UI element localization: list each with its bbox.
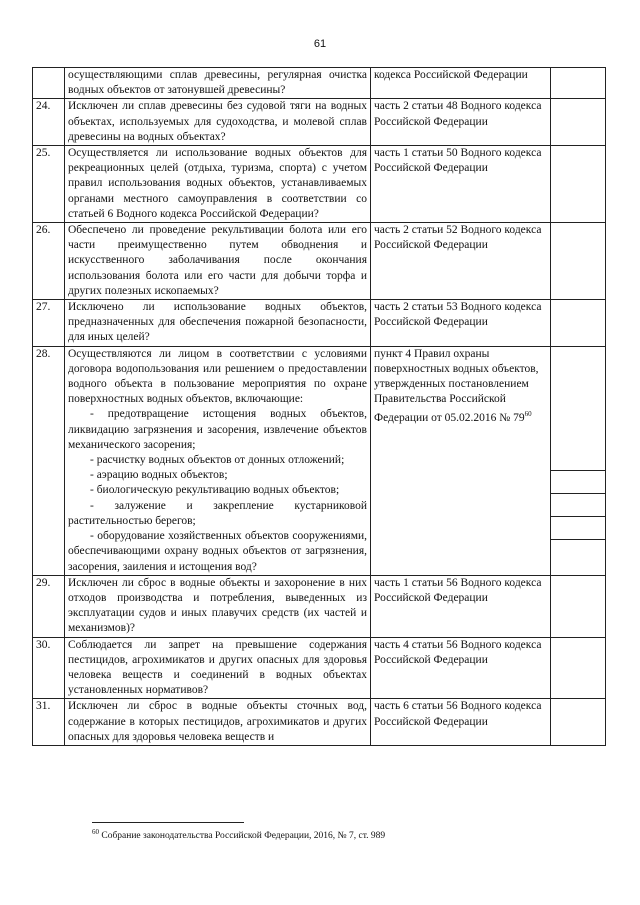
table-row	[33, 575, 606, 637]
legal-basis: кодекса Российской Федерации	[371, 68, 551, 99]
legal-basis: часть 1 статьи 56 Водного кодекса Российской Федерации	[371, 575, 551, 637]
requirement-question: Исключен ли сброс в водные объекты и захоронение в них отходов производства и потребления, выведенных из эксплуатации судов и иных плавучих средств (их частей и механизмов)?	[65, 575, 371, 637]
table-row	[33, 146, 606, 223]
legal-basis: часть 1 статьи 50 Водного кодекса Российской Федерации	[371, 146, 551, 223]
row-number	[33, 68, 65, 99]
row-number: 27.	[33, 300, 65, 347]
requirement-question: Осуществляется ли использование водных объектов для рекреационных целей (отдыха, туризма, спорта) с учетом правил использования водных объектов, устанавливаемых органами местного самоуправления в соответствии со статьей 6 Водного кодекса Российской Федерации?	[65, 146, 371, 223]
requirement-question: Соблюдается ли запрет на превышение содержания пестицидов, агрохимикатов и других опасных для здоровья человека веществ и соединений в водных объектах установленных нормативов?	[65, 637, 371, 699]
footnote-divider	[92, 822, 244, 823]
inspection-checklist-table	[32, 67, 606, 746]
legal-basis: часть 4 статьи 56 Водного кодекса Российской Федерации	[371, 637, 551, 699]
row-number: 28.	[33, 346, 65, 575]
legal-basis: часть 2 статьи 53 Водного кодекса Российской Федерации	[371, 300, 551, 347]
row-number: 25.	[33, 146, 65, 223]
table-row	[33, 223, 606, 300]
footnote	[92, 828, 385, 841]
requirement-question: Осуществляются ли лицом в соответствии с условиями договора водопользования или решением о предоставлении водного объекта в пользование мероприятия по охране поверхностных водных объектов, включающие: - предотвращение истощения водных объектов, ликвидацию загрязнения и засорения, извлечение объектов механического засорения; - расчистку водных объектов от донных отложений; - аэрацию водных объектов; - биологическую рекультивацию водных объектов; - залужение и закрепление кустарниковой растительностью берегов; - оборудование хозяйственных объектов сооружениями, обеспечивающими охрану водных объектов от загрязнения, засорения, заиления и истощения вод?	[65, 346, 371, 575]
row-number: 31.	[33, 699, 65, 746]
legal-basis: часть 6 статьи 56 Водного кодекса Российской Федерации	[371, 699, 551, 746]
table-row	[33, 300, 606, 347]
footnote-mark: 60	[92, 828, 99, 836]
legal-basis: часть 2 статьи 48 Водного кодекса Российской Федерации	[371, 99, 551, 146]
row-number: 24.	[33, 99, 65, 146]
table-row	[33, 699, 606, 746]
row-number: 30.	[33, 637, 65, 699]
legal-basis: пункт 4 Правил охраны поверхностных водных объектов, утвержденных постановлением Правительства Российской Федерации от 05.02.2016 № $79^{60}$	[371, 346, 551, 575]
answer-cell	[551, 223, 606, 300]
answer-cell	[551, 300, 606, 347]
requirement-question: Обеспечено ли проведение рекультивации болота или его части преимущественно путем обводнения и искусственного заболачивания после окончания использования болота или его части для добычи торфа и других полезных ископаемых?	[65, 223, 371, 300]
answer-cell	[551, 68, 606, 99]
page-number: 61	[313, 38, 327, 50]
requirement-question: осуществляющими сплав древесины, регулярная очистка водных объектов от затонувшей древесины?	[65, 68, 371, 99]
row-number: 29.	[33, 575, 65, 637]
table-row	[33, 637, 606, 699]
footnote-reference[interactable]: 60	[524, 410, 532, 419]
legal-basis: часть 2 статьи 52 Водного кодекса Российской Федерации	[371, 223, 551, 300]
answer-cell	[551, 99, 606, 146]
table-row	[33, 346, 606, 575]
row-number: 26.	[33, 223, 65, 300]
answer-cell	[551, 146, 606, 223]
requirement-question: Исключен ли сплав древесины без судовой тяги на водных объектах, используемых для судоходства, и молевой сплав древесины на водных объектах?	[65, 99, 371, 146]
answer-cell	[551, 575, 606, 637]
answer-cell	[551, 637, 606, 699]
table-row	[33, 68, 606, 99]
requirement-question: Исключено ли использование водных объектов, предназначенных для обеспечения пожарной безопасности, для иных целей?	[65, 300, 371, 347]
answer-cell	[551, 346, 606, 575]
answer-cell	[551, 699, 606, 746]
table-row	[33, 99, 606, 146]
requirement-question: Исключен ли сброс в водные объекты сточных вод, содержание в которых пестицидов, агрохимикатов и других опасных для здоровья человека веществ и	[65, 699, 371, 746]
footnote-text: Собрание законодательства Российской Федерации, 2016, № 7, ст. 989	[101, 831, 386, 842]
